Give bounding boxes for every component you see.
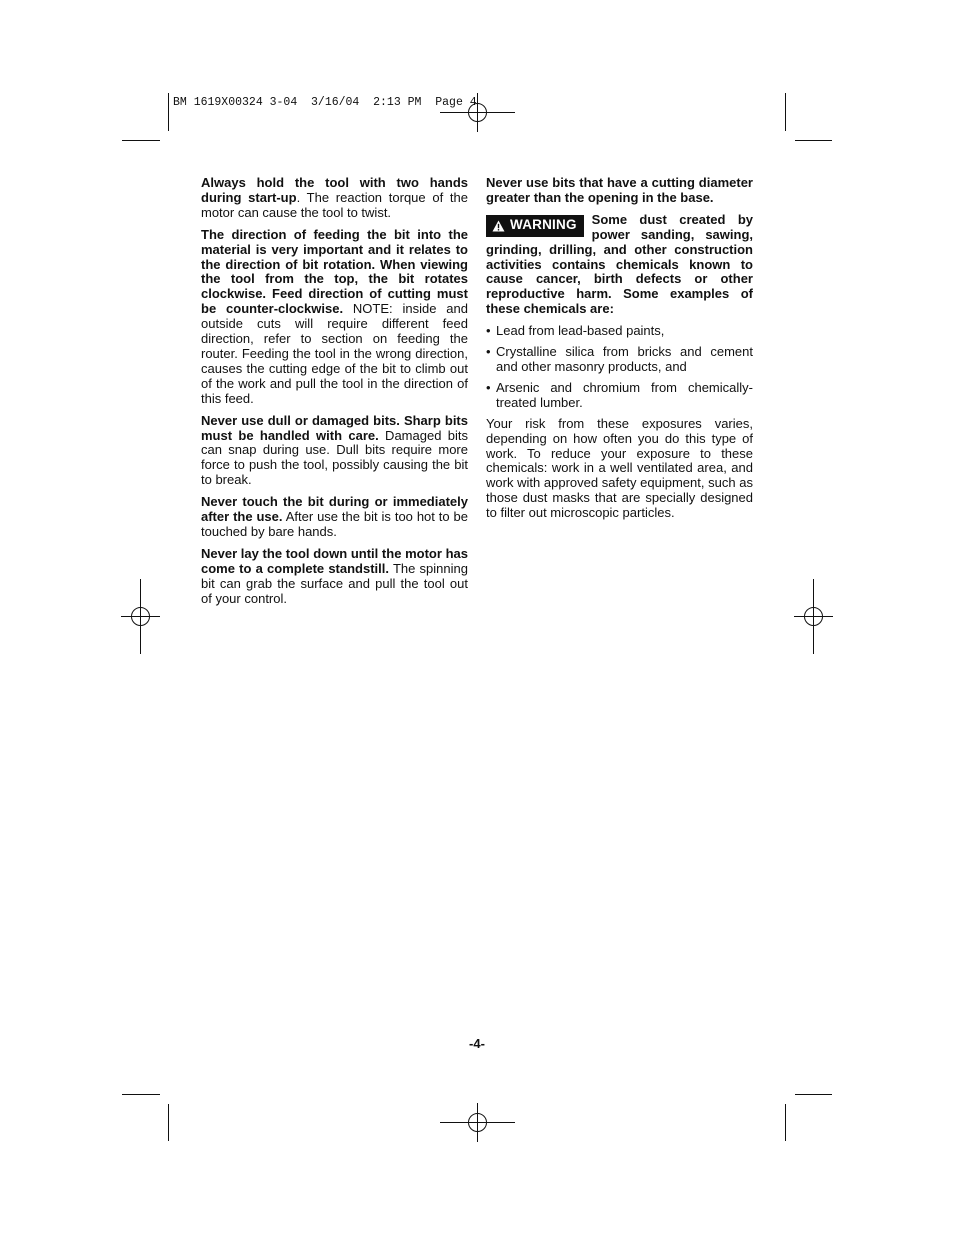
print-slug: BM 1619X00324 3-04 3/16/04 2:13 PM Page 4 (173, 96, 477, 109)
registration-mark-right-icon (776, 579, 851, 654)
crop-mark (168, 1104, 169, 1141)
paragraph-exposure-risk: Your risk from these exposures varies, depending on how often you do this type of work. To reduce your exposure to these chemicals: work in a well ventilated area, and work with approved safety equipment, such as those dust masks that are specially designed to filter out microscopic particles. (486, 415, 753, 521)
list-item: • Lead from lead-based paints, (486, 324, 753, 339)
paragraph-body: The spinning bit can grab the surface and pull the tool out of your control. (201, 560, 468, 606)
crop-mark (122, 140, 160, 141)
paragraph-lead: Never use dull or damaged bits. Sharp bits must be handled with care. (201, 412, 468, 443)
crop-mark (122, 1094, 160, 1095)
paragraph-lead: Never use bits that have a cutting diameter greater than the opening in the base. (486, 175, 753, 205)
warning-triangle-icon (492, 220, 505, 232)
paragraph-feed-direction (201, 228, 468, 407)
paragraph-body: . The reaction torque of the motor can cause the tool to twist. (201, 189, 468, 220)
paragraph-lead: Never touch the bit during or immediately after the use. (201, 494, 468, 525)
paragraph-lead: Always hold the tool with two hands during start-up (201, 175, 468, 205)
registration-mark-top-icon (440, 75, 515, 150)
paragraph-lead: The direction of feeding the bit into the material is very important and it relates to the direction of bit rotation. When viewing the tool from the top, the bit rotates clockwise. Feed direction of cutting must be counter-clockwise. (201, 226, 468, 317)
warning-label: WARNING (510, 217, 577, 233)
warning-badge (486, 215, 584, 237)
paragraph-lead: Never lay the tool down until the motor has come to a complete standstill. (201, 545, 468, 576)
registration-mark-bottom-icon (440, 1085, 515, 1160)
paragraph-dull-bits (201, 414, 468, 489)
crop-mark (785, 93, 786, 131)
paragraph-standstill (201, 547, 468, 607)
paragraph-bit-diameter (486, 176, 753, 206)
chemicals-list (486, 324, 753, 411)
list-item: • Crystalline silica from bricks and cement and other masonry products, and (486, 345, 753, 375)
crop-mark (785, 1104, 786, 1141)
registration-mark-left-icon (103, 579, 178, 654)
crop-mark (795, 140, 832, 141)
crop-mark (795, 1094, 832, 1095)
warning-paragraph (486, 213, 753, 317)
paragraph-hot-bit (201, 495, 468, 540)
warning-text: Some dust created by power sanding, sawing, grinding, drilling, and other construction activities contains chemicals known to cause cancer, birth defects or other reproductive harm. Some examples of these chemicals are: (486, 212, 753, 317)
right-column (486, 176, 753, 528)
paragraph-body: NOTE: inside and outside cuts will require different feed direction, refer to section on feeding the router. Feeding the tool in the wrong direction, causes the cutting edge of the bit to climb out of the work and pull the tool in the direction of this feed. (201, 301, 468, 406)
paragraph-two-hands (201, 176, 468, 221)
page-number: -4- (469, 1036, 485, 1051)
left-column (201, 176, 468, 613)
crop-mark (168, 93, 169, 131)
paragraph-body: After use the bit is too hot to be touched by bare hands. (201, 509, 468, 539)
paragraph-body: Damaged bits can snap during use. Dull bits require more force to push the tool, possibly causing the bit to break. (201, 427, 468, 488)
list-item: • Arsenic and chromium from chemically-treated lumber. (486, 381, 753, 411)
